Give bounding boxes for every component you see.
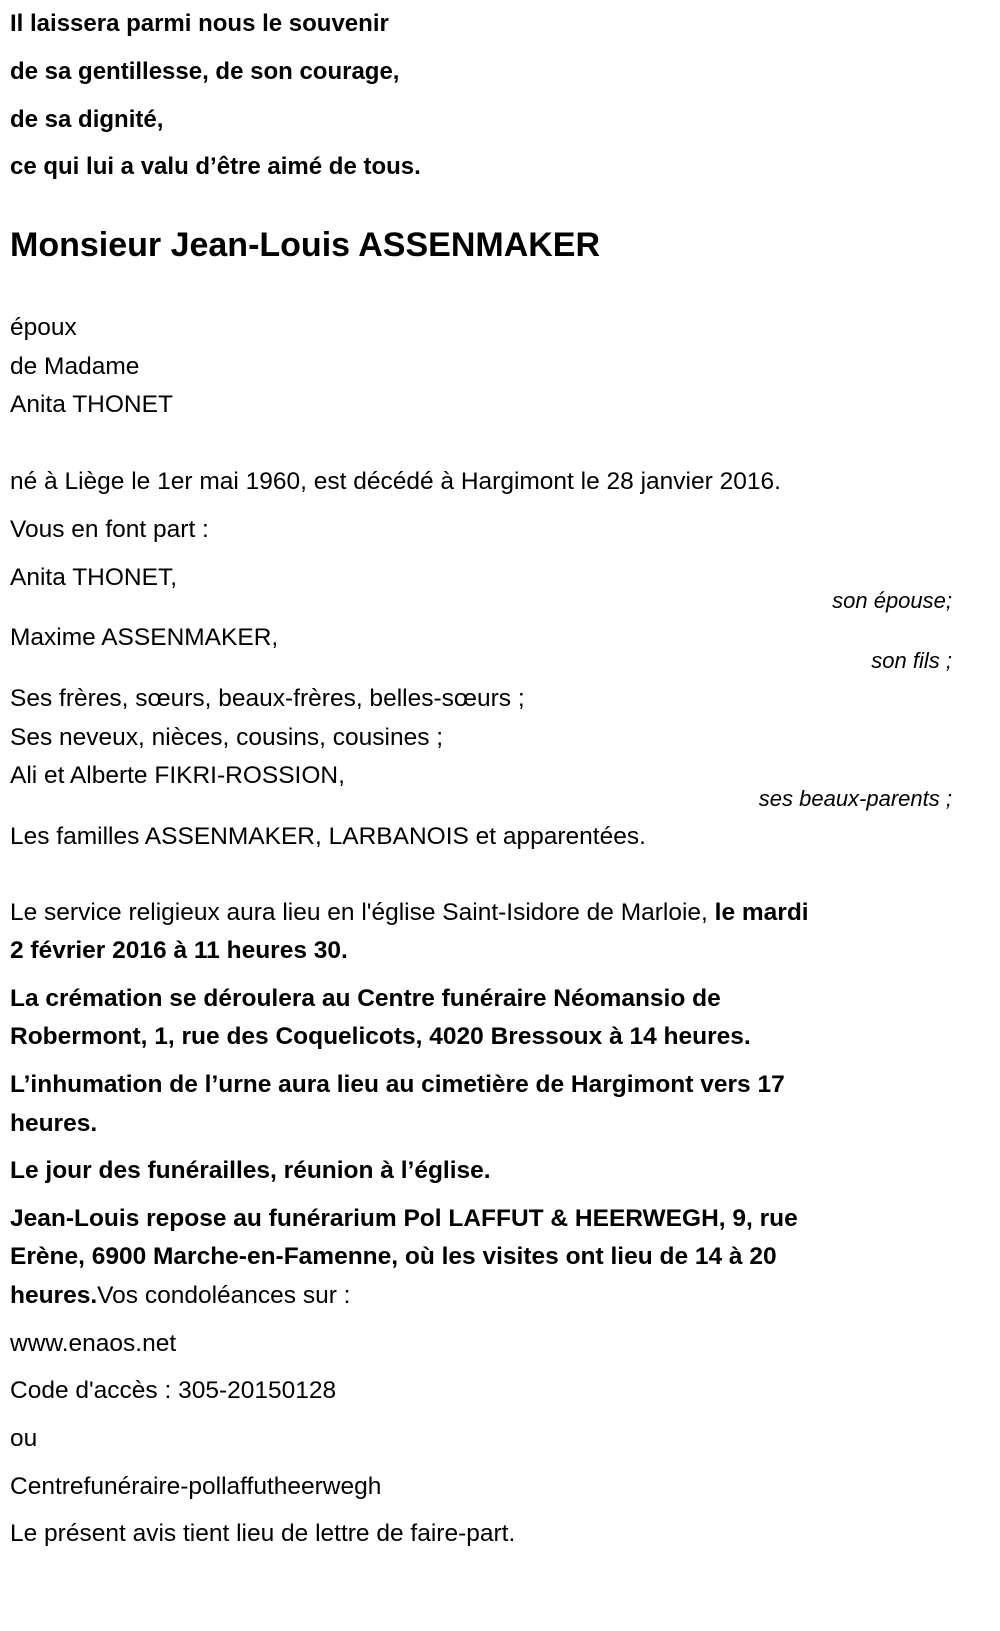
- service-day: le mardi: [714, 899, 809, 926]
- service-line: [10, 898, 809, 928]
- reunion: Le jour des funérailles, réunion à l’église.: [10, 1157, 491, 1184]
- alt-site: Centrefunéraire-pollaffutheerwegh: [10, 1473, 382, 1500]
- family-member: Ses frères, sœurs, beaux-frères, belles-sœurs ;: [10, 685, 525, 712]
- family-member: Ses neveux, nièces, cousins, cousines ;: [10, 724, 444, 751]
- service-text: Le service religieux aura lieu en l'église Saint-Isidore de Marloie,: [10, 899, 715, 926]
- cremation-line: La crémation se déroulera au Centre funéraire Néomansio de: [10, 985, 721, 1012]
- deceased-name: Monsieur Jean-Louis ASSENMAKER: [10, 226, 601, 264]
- poem-line: Il laissera parmi nous le souvenir: [10, 10, 389, 37]
- poem-line: de sa gentillesse, de son courage,: [10, 58, 400, 85]
- spouse-line: de Madame: [10, 353, 140, 380]
- or-text: ou: [10, 1425, 38, 1452]
- poem-line: ce qui lui a valu d’être aimé de tous.: [10, 153, 421, 180]
- cremation-line: Robermont, 1, rue des Coquelicots, 4020 Bressoux à 14 heures.: [10, 1023, 751, 1050]
- inhumation-line: L’inhumation de l’urne aura lieu au cimetière de Hargimont vers 17: [10, 1071, 785, 1098]
- website-link[interactable]: www.enaos.net: [10, 1330, 177, 1357]
- condolences: Vos condoléances sur :: [97, 1282, 351, 1309]
- repose-end: heures.: [10, 1282, 98, 1309]
- family-relation: son fils ;: [871, 648, 952, 673]
- spouse-line: époux: [10, 314, 77, 341]
- repose-line: Erène, 6900 Marche-en-Famenne, où les visites ont lieu de 14 à 20: [10, 1243, 777, 1270]
- repose-condolences-line: [10, 1281, 350, 1311]
- spouse-line: Anita THONET: [10, 391, 173, 418]
- family-relation: son épouse;: [832, 588, 952, 613]
- poem-line: de sa dignité,: [10, 106, 164, 133]
- family-member: Anita THONET,: [10, 564, 178, 591]
- announce: Vous en font part :: [10, 516, 209, 543]
- service-date: 2 février 2016 à 11 heures 30.: [10, 937, 348, 964]
- inhumation-line: heures.: [10, 1110, 98, 1137]
- repose-line: Jean-Louis repose au funérarium Pol LAFFUT & HEERWEGH, 9, rue: [10, 1205, 798, 1232]
- birth-death: né à Liège le 1er mai 1960, est décédé à Hargimont le 28 janvier 2016.: [10, 468, 781, 495]
- family-member: Ali et Alberte FIKRI-ROSSION,: [10, 762, 345, 789]
- access-code: Code d'accès : 305-20150128: [10, 1377, 337, 1404]
- family-member: Les familles ASSENMAKER, LARBANOIS et apparentées.: [10, 823, 646, 850]
- closing-note: Le présent avis tient lieu de lettre de faire-part.: [10, 1520, 516, 1547]
- family-member: Maxime ASSENMAKER,: [10, 624, 279, 651]
- family-relation: ses beaux-parents ;: [758, 786, 952, 811]
